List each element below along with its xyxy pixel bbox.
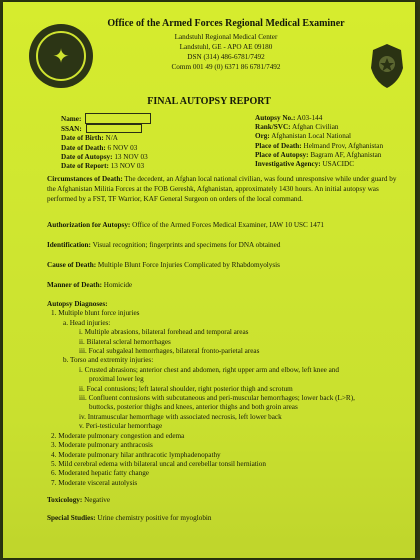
diagnosis-line: 1. Multiple blunt force injuries bbox=[51, 309, 140, 318]
diagnosis-line: ii. Bilateral scleral hemorrhages bbox=[79, 337, 171, 346]
fields-right bbox=[255, 114, 413, 169]
diagnosis-line: i. Crusted abrasions; anterior chest and abdomen, right upper arm and elbow, left knee and bbox=[79, 365, 339, 374]
field-dor: Date of Report: 13 NOV 03 bbox=[61, 161, 145, 170]
diagnoses-heading: Autopsy Diagnoses: bbox=[47, 300, 108, 308]
diagnosis-line: 4. Moderate pulmonary hilar anthracotic lymphadenopathy bbox=[51, 450, 221, 459]
diagnosis-line: iii. Focal subgaleal hemorrhages, bilateral fronto-parietal areas bbox=[79, 347, 260, 356]
special-studies-section: Special Studies: Urine chemistry positive for myoglobin bbox=[47, 514, 212, 522]
redaction-box bbox=[86, 124, 142, 133]
field-org: Org: Afghanistan Local National bbox=[255, 132, 352, 141]
diagnosis-line: 2. Moderate pulmonary congestion and edema bbox=[51, 431, 185, 440]
field-dod: Date of Death: 6 NOV 03 bbox=[61, 143, 138, 152]
diagnosis-line: v. Peri-testicular hemorrhage bbox=[79, 422, 163, 431]
toxicology-section: Toxicology: Negative bbox=[47, 496, 111, 504]
diagnosis-line: iv. Intramuscular hemorrhage with associated necrosis, left lower back bbox=[79, 412, 282, 421]
diagnoses-section bbox=[47, 300, 407, 488]
eagle-icon: ✦ bbox=[36, 31, 86, 81]
diagnosis-line: iii. Confluent contusions with subcutaneous and peri-muscular hemorrhages; lower back (L>R), bbox=[79, 394, 355, 403]
diagnosis-line: 5. Mild cerebral edema with bilateral uncal and cerebellar tonsil herniation bbox=[51, 459, 266, 468]
fields-left bbox=[61, 114, 231, 171]
manner-section: Manner of Death: Homicide bbox=[47, 281, 133, 289]
diagnosis-line: ii. Focal contusions; left lateral shoulder, right posterior thigh and scrotum bbox=[79, 384, 293, 393]
report-title: FINAL AUTOPSY REPORT bbox=[147, 96, 271, 107]
authorization-section: Authorization for Autopsy: Office of the Armed Forces Medical Examiner, IAW 10 USC 1471 bbox=[47, 221, 325, 229]
comm-phone: Comm 001 49 (0) 6371 86 6781/7492 bbox=[171, 63, 281, 71]
diagnosis-line: 6. Moderated hepatic fatty change bbox=[51, 469, 149, 478]
diagnosis-line: b. Torso and extremity injuries: bbox=[63, 356, 154, 365]
redaction-box bbox=[85, 113, 151, 124]
field-place-of-autopsy: Place of Autopsy: Bagram AF, Afghanistan bbox=[255, 150, 382, 159]
diagnosis-line: proximal lower leg bbox=[89, 375, 144, 384]
identification-section: Identification: Visual recognition; fingerprints and specimens for DNA obtained bbox=[47, 241, 281, 249]
diagnosis-line: i. Multiple abrasions, bilateral forehead and temporal areas bbox=[79, 328, 249, 337]
center-name: Landstuhl Regional Medical Center bbox=[174, 33, 278, 41]
police-badge-icon bbox=[369, 42, 405, 90]
dod-seal-icon bbox=[29, 24, 93, 88]
field-doa: Date of Autopsy: 13 NOV 03 bbox=[61, 152, 148, 161]
dsn-phone: DSN (314) 486-6781/7492 bbox=[187, 53, 265, 61]
field-ssan: SSAN: bbox=[61, 125, 231, 134]
cause-section: Cause of Death: Multiple Blunt Force Injuries Complicated by Rhabdomyolysis bbox=[47, 261, 280, 269]
address: Landstuhl, GE - APO AE 09180 bbox=[179, 43, 273, 51]
field-dob: Date of Birth: N/A bbox=[61, 134, 118, 143]
diagnosis-line: 3. Moderate pulmonary anthracosis bbox=[51, 441, 153, 450]
field-autopsy-no: Autopsy No.: A03-144 bbox=[255, 114, 323, 122]
circumstances-section: Circumstances of Death: The decedent, an Afghan local national civilian, was found unresponsive while under guard by the Afghanistan Militia Forces at the FOB Gereshk, Afghanistan, approximately 1430 hours. An initial autopsy was performed by a FST, TF Warrior, KAF General Surgeon on orders of the local command. bbox=[47, 175, 397, 203]
field-rank: Rank/SVC: Afghan Civilian bbox=[255, 123, 339, 132]
field-name: Name: bbox=[61, 114, 231, 125]
diagnosis-line: a. Head injuries: bbox=[63, 318, 111, 327]
diagnosis-line: buttocks, posterior thighs and knees, anterior thighs and both groin areas bbox=[89, 403, 298, 412]
diagnoses-list bbox=[47, 309, 407, 488]
letterhead bbox=[91, 18, 361, 72]
field-place-of-death: Place of Death: Helmand Prov, Afghanistan bbox=[255, 141, 384, 150]
document-page bbox=[3, 2, 415, 558]
diagnosis-line: 7. Moderate visceral autolysis bbox=[51, 478, 138, 487]
office-name: Office of the Armed Forces Regional Medical Examiner bbox=[107, 18, 345, 29]
field-agency: Investigative Agency: USACIDC bbox=[255, 160, 355, 169]
